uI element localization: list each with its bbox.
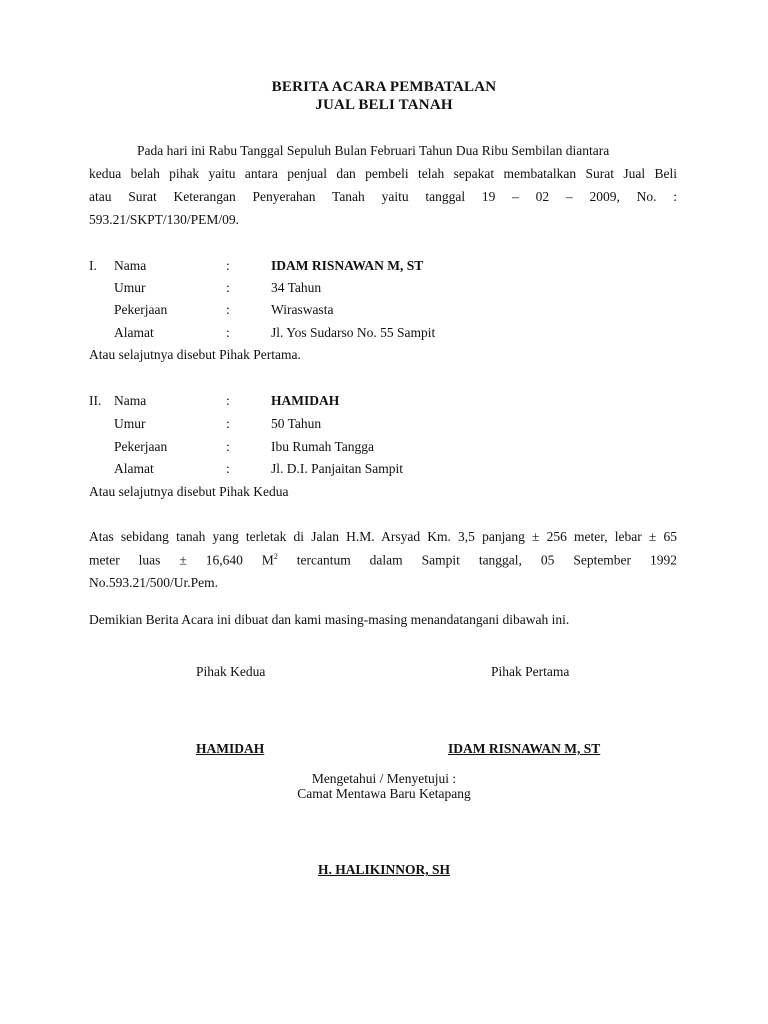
- party1-address-colon: :: [226, 325, 230, 340]
- party2-name-colon: :: [226, 393, 230, 408]
- signature-name-left: HAMIDAH: [196, 741, 265, 756]
- opening-line-3: atau Surat Keterangan Penyerahan Tanah yaitu tanggal 19 – 02 – 2009, No. :: [89, 189, 677, 204]
- document-title-line2: JUAL BELI TANAH: [315, 97, 453, 113]
- party1-age-label: Umur: [114, 280, 146, 295]
- party1-name-label: Nama: [114, 258, 147, 273]
- witness-line-2: Camat Mentawa Baru Ketapang: [297, 786, 471, 801]
- party1-age-value: 34 Tahun: [271, 280, 322, 295]
- land-description-line-3: No.593.21/500/Ur.Pem.: [89, 575, 219, 590]
- land-description-line-2: [89, 552, 677, 569]
- party1-name-value: IDAM RISNAWAN M, ST: [271, 258, 424, 273]
- opening-line-4: 593.21/SKPT/130/PEM/09.: [89, 212, 240, 227]
- party1-note: Atau selajutnya disebut Pihak Pertama.: [89, 347, 301, 362]
- party2-number: II.: [89, 393, 102, 408]
- party1-address-label: Alamat: [114, 325, 154, 340]
- signature-role-left: Pihak Kedua: [196, 664, 266, 679]
- signature-role-right: Pihak Pertama: [491, 664, 570, 679]
- land-description-line-1: Atas sebidang tanah yang terletak di Jalan H.M. Arsyad Km. 3,5 panjang ± 256 meter, lebar ± 65: [89, 529, 677, 544]
- party1-job-label: Pekerjaan: [114, 302, 168, 317]
- land-area-text: meter luas ± 16,640 M: [89, 552, 274, 568]
- document-title-line1: BERITA ACARA PEMBATALAN: [271, 79, 497, 95]
- party2-job-colon: :: [226, 439, 230, 454]
- party1-job-value: Wiraswasta: [271, 302, 334, 317]
- closing-statement: Demikian Berita Acara ini dibuat dan kami masing-masing menandatangani dibawah ini.: [89, 612, 570, 627]
- land-registration-text: tercantum dalam Sampit tanggal, 05 September 1992: [277, 552, 677, 568]
- party1-name-colon: :: [226, 258, 230, 273]
- party2-name-value: HAMIDAH: [271, 393, 340, 408]
- area-superscript: 2: [273, 552, 278, 561]
- opening-line-2: kedua belah pihak yaitu antara penjual dan pembeli telah sepakat membatalkan Surat Jual Beli: [89, 166, 677, 181]
- signature-name-right: IDAM RISNAWAN M, ST: [448, 741, 601, 756]
- party2-address-colon: :: [226, 461, 230, 476]
- party1-number: I.: [89, 258, 97, 273]
- party2-age-colon: :: [226, 416, 230, 431]
- party2-job-label: Pekerjaan: [114, 439, 168, 454]
- party2-address-label: Alamat: [114, 461, 154, 476]
- party2-note: Atau selajutnya disebut Pihak Kedua: [89, 484, 289, 499]
- party2-age-label: Umur: [114, 416, 146, 431]
- witness-name: H. HALIKINNOR, SH: [317, 862, 451, 877]
- party1-age-colon: :: [226, 280, 230, 295]
- party2-job-value: Ibu Rumah Tangga: [271, 439, 375, 454]
- party2-address-value: Jl. D.I. Panjaitan Sampit: [271, 461, 403, 476]
- witness-line-1: Mengetahui / Menyetujui :: [311, 771, 457, 786]
- opening-line-1: Pada hari ini Rabu Tanggal Sepuluh Bulan Februari Tahun Dua Ribu Sembilan diantara: [137, 143, 610, 158]
- party1-job-colon: :: [226, 302, 230, 317]
- party1-address-value: Jl. Yos Sudarso No. 55 Sampit: [271, 325, 436, 340]
- party2-age-value: 50 Tahun: [271, 416, 322, 431]
- party2-name-label: Nama: [114, 393, 147, 408]
